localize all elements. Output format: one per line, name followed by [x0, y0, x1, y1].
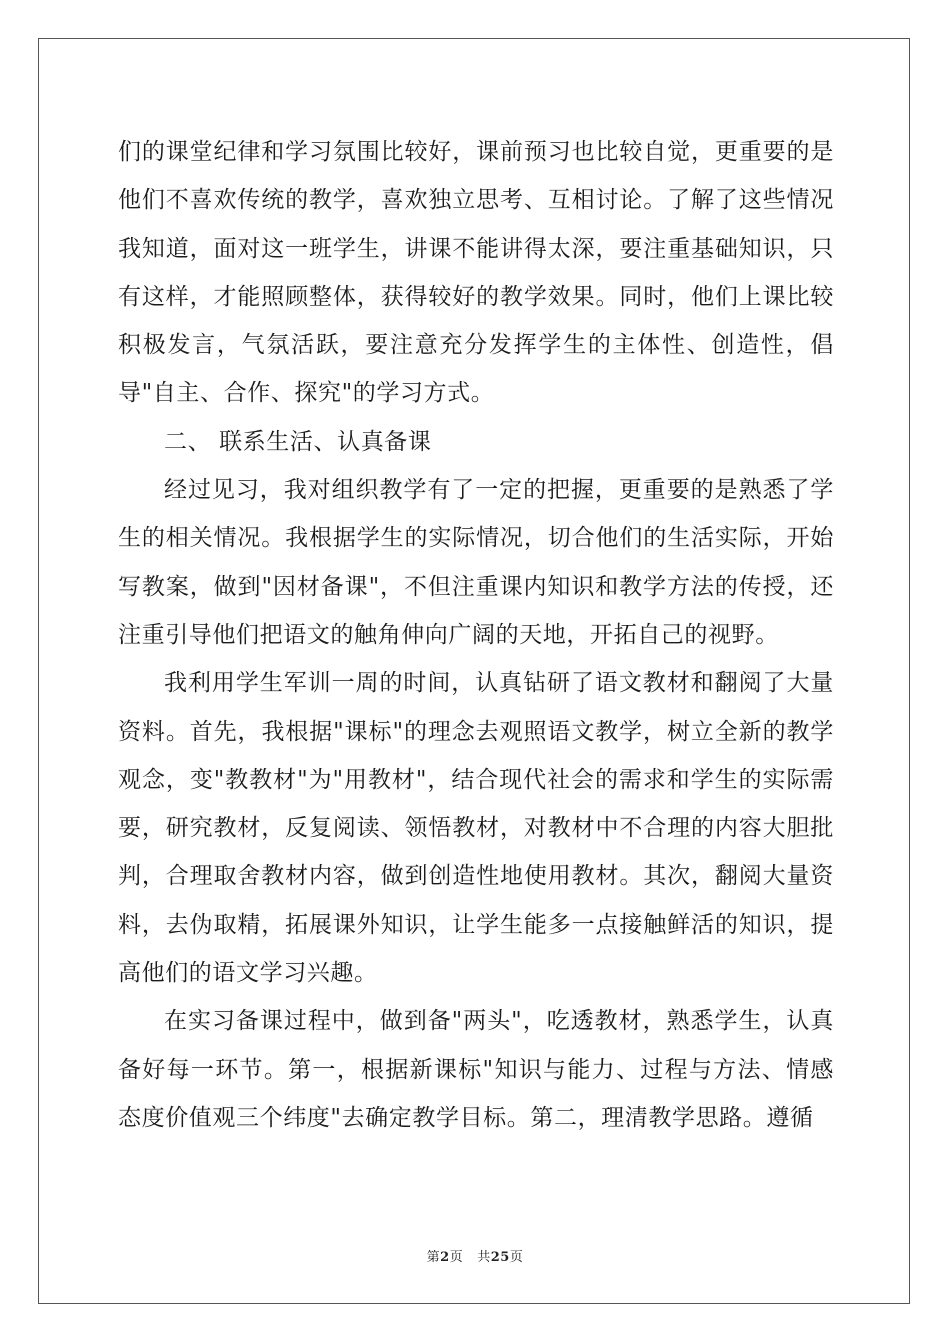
document-body	[118, 128, 834, 1142]
page-footer	[0, 1246, 950, 1265]
page-label-prefix: 第	[426, 1250, 441, 1265]
paragraph-continuation: 们的课堂纪律和学习氛围比较好，课前预习也比较自觉，更重要的是他们不喜欢传统的教学，喜欢独立思考、互相讨论。了解了这些情况我知道，面对这一班学生，讲课不能讲得太深，要注重基础知识，只有这样，才能照顾整体，获得较好的教学效果。同时，他们上课比较积极发言，气氛活跃，要注意充分发挥学生的主体性、创造性，倡导"自主、合作、探究"的学习方式。	[118, 139, 834, 407]
total-page-count: 25	[490, 1250, 510, 1265]
section-heading: 二、 联系生活、认真备课	[164, 428, 432, 455]
paragraph: 经过见习，我对组织教学有了一定的把握，更重要的是熟悉了学生的相关情况。我根据学生的实际情况，切合他们的生活实际，开始写教案，做到"因材备课"，不但注重课内知识和教学方法的传授，还注重引导他们把语文的触角伸向广阔的天地，开拓自己的视野。	[118, 477, 834, 648]
current-page-number: 2	[440, 1250, 450, 1265]
page-label-suffix: 页	[449, 1250, 464, 1265]
paragraph: 我利用学生军训一周的时间，认真钻研了语文教材和翻阅了大量资料。首先，我根据"课标"的理念去观照语文教学，树立全新的教学观念，变"教教材"为"用教材"，结合现代社会的需求和学生的实际需要，研究教材，反复阅读、领悟教材，对教材中不合理的内容大胆批判，合理取舍教材内容，做到创造性地使用教材。其次，翻阅大量资料，去伪取精，拓展课外知识，让学生能多一点接触鲜活的知识，提高他们的语文学习兴趣。	[118, 670, 834, 987]
total-label-suffix: 页	[509, 1250, 524, 1265]
total-label-prefix: 共	[477, 1250, 491, 1265]
paragraph: 在实习备课过程中，做到备"两头"，吃透教材，熟悉学生，认真备好每一环节。第一，根据新课标"知识与能力、过程与方法、情感态度价值观三个纬度"去确定教学目标。第二，理清教学思路。遵循	[118, 1008, 834, 1131]
